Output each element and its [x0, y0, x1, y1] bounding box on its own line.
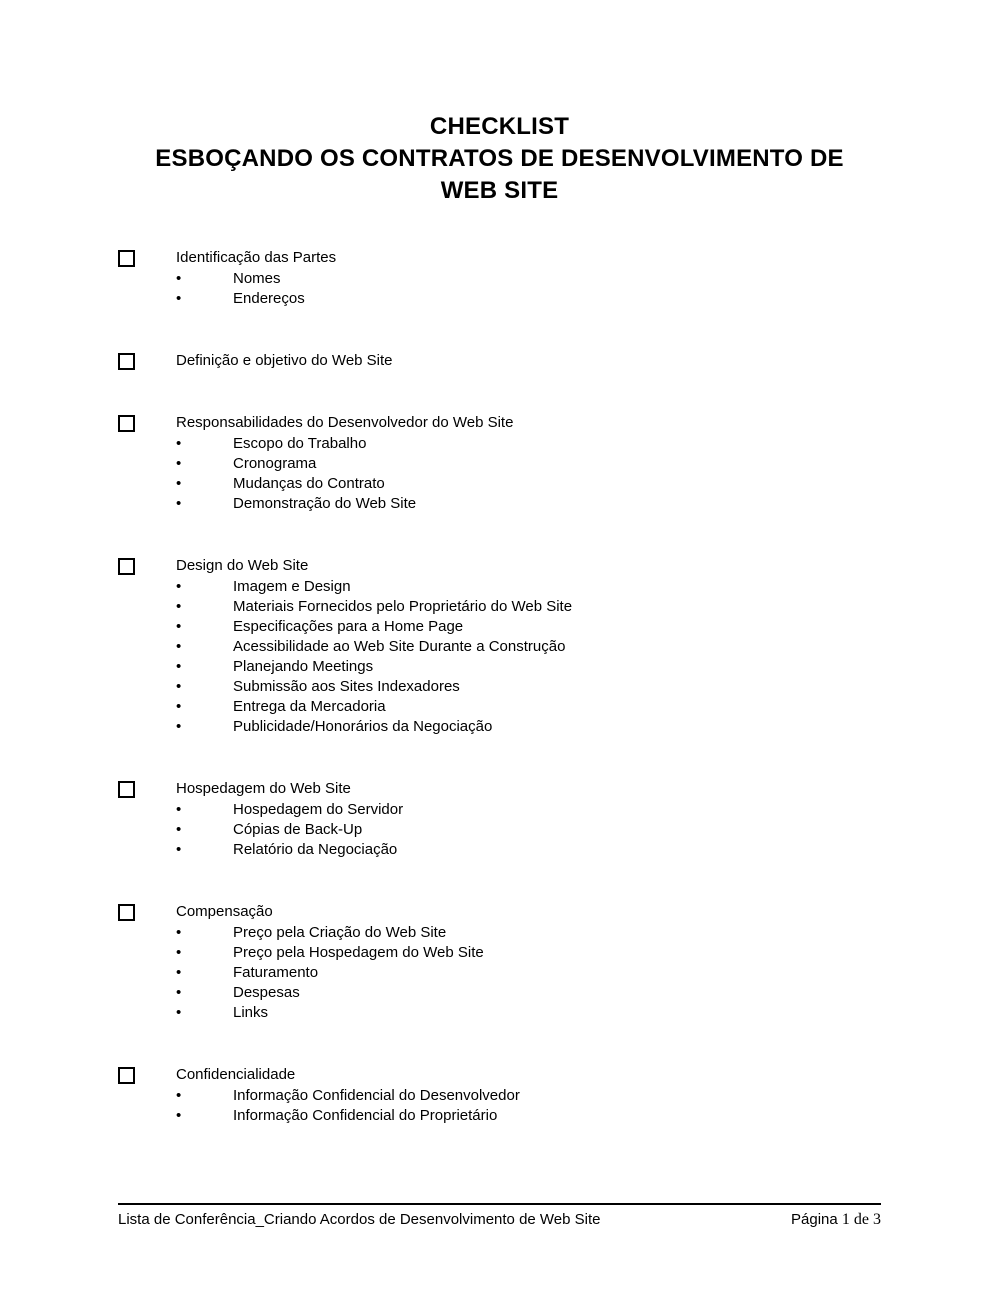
list-item-label: Endereços [233, 290, 305, 307]
list-item [118, 943, 881, 963]
list-item-label: Especificações para a Home Page [233, 618, 464, 635]
title-line-1: CHECKLIST [429, 113, 570, 140]
checkbox-icon [118, 353, 135, 370]
bullet-icon: • [176, 821, 182, 838]
list-item-label: Materiais Fornecidos pelo Proprietário do Web Site [233, 598, 573, 615]
bullet-icon: • [176, 924, 182, 941]
bullet-icon: • [176, 841, 182, 858]
list-item-label: Acessibilidade ao Web Site Durante a Construção [233, 638, 566, 655]
list-item-label: Cronograma [233, 455, 317, 472]
bullet-icon: • [176, 455, 182, 472]
section-items [118, 434, 881, 514]
section-heading [118, 413, 881, 433]
list-item [118, 820, 881, 840]
bullet-icon: • [176, 618, 182, 635]
list-item [118, 983, 881, 1003]
bullet-icon: • [176, 718, 182, 735]
list-item-label: Entrega da Mercadoria [233, 698, 386, 715]
section-label: Responsabilidades do Desenvolvedor do Web Site [176, 414, 514, 431]
section-heading [118, 1065, 881, 1085]
footer-page-label: Página [791, 1211, 842, 1228]
bullet-icon: • [176, 495, 182, 512]
checkbox-icon [118, 904, 135, 921]
section-heading [118, 351, 881, 371]
list-item-label: Informação Confidencial do Desenvolvedor [233, 1087, 520, 1104]
checklist-section-confidencialidade [118, 1065, 881, 1126]
list-item [118, 800, 881, 820]
list-item-label: Submissão aos Sites Indexadores [233, 678, 460, 695]
list-item-label: Relatório da Negociação [233, 841, 398, 858]
list-item-label: Imagem e Design [233, 578, 351, 595]
list-item [118, 717, 881, 737]
footer-page-value: 1 de 3 [841, 1211, 881, 1228]
checkbox-icon [118, 781, 135, 798]
section-items [118, 923, 881, 1023]
list-item [118, 637, 881, 657]
list-item-label: Cópias de Back-Up [233, 821, 363, 838]
bullet-icon: • [176, 475, 182, 492]
title-line-2: ESBOÇANDO OS CONTRATOS DE DESENVOLVIMENTO DE [155, 145, 844, 172]
list-item-label: Links [233, 1004, 269, 1021]
section-heading [118, 556, 881, 576]
list-item [118, 1086, 881, 1106]
list-item [118, 697, 881, 717]
list-item [118, 269, 881, 289]
page-footer [118, 1203, 881, 1230]
section-items [118, 269, 881, 309]
footer-document-title: Lista de Conferência_Criando Acordos de Desenvolvimento de Web Site [118, 1211, 601, 1228]
checkbox-icon [118, 558, 135, 575]
list-item-label: Faturamento [233, 964, 319, 981]
bullet-icon: • [176, 578, 182, 595]
list-item [118, 434, 881, 454]
list-item-label: Informação Confidencial do Proprietário [233, 1107, 498, 1124]
list-item [118, 657, 881, 677]
list-item [118, 677, 881, 697]
list-item [118, 1003, 881, 1023]
bullet-icon: • [176, 270, 182, 287]
checklist-section-hospedagem [118, 779, 881, 860]
list-item-label: Demonstração do Web Site [233, 495, 417, 512]
section-items [118, 1086, 881, 1126]
list-item-label: Hospedagem do Servidor [233, 801, 404, 818]
list-item [118, 289, 881, 309]
bullet-icon: • [176, 944, 182, 961]
list-item [118, 1106, 881, 1126]
bullet-icon: • [176, 638, 182, 655]
bullet-icon: • [176, 1004, 182, 1021]
page-title [118, 111, 881, 207]
bullet-icon: • [176, 984, 182, 1001]
list-item [118, 454, 881, 474]
section-items [118, 800, 881, 860]
list-item-label: Mudanças do Contrato [233, 475, 385, 492]
bullet-icon: • [176, 964, 182, 981]
section-heading [118, 248, 881, 268]
bullet-icon: • [176, 290, 182, 307]
list-item [118, 494, 881, 514]
list-item [118, 474, 881, 494]
list-item [118, 840, 881, 860]
list-item-label: Nomes [233, 270, 281, 287]
title-line-3: WEB SITE [440, 177, 559, 204]
list-item [118, 923, 881, 943]
checkbox-icon [118, 415, 135, 432]
bullet-icon: • [176, 1087, 182, 1104]
list-item-label: Preço pela Criação do Web Site [233, 924, 447, 941]
list-item [118, 963, 881, 983]
section-label: Hospedagem do Web Site [176, 780, 351, 797]
bullet-icon: • [176, 435, 182, 452]
checklist-section-definicao [118, 351, 881, 371]
section-items [118, 577, 881, 737]
list-item-label: Publicidade/Honorários da Negociação [233, 718, 493, 735]
checklist-section-responsabilidades [118, 413, 881, 514]
footer-page-number [791, 1210, 881, 1230]
bullet-icon: • [176, 678, 182, 695]
list-item [118, 577, 881, 597]
checkbox-icon [118, 250, 135, 267]
section-label: Confidencialidade [176, 1066, 296, 1083]
bullet-icon: • [176, 801, 182, 818]
section-label: Design do Web Site [176, 557, 309, 574]
section-heading [118, 779, 881, 799]
list-item [118, 597, 881, 617]
checklist-section-identificacao [118, 248, 881, 309]
bullet-icon: • [176, 658, 182, 675]
list-item-label: Planejando Meetings [233, 658, 374, 675]
checklist-section-design [118, 556, 881, 737]
section-label: Compensação [176, 903, 273, 920]
list-item-label: Despesas [233, 984, 300, 1001]
checkbox-icon [118, 1067, 135, 1084]
section-heading [118, 902, 881, 922]
list-item [118, 617, 881, 637]
bullet-icon: • [176, 698, 182, 715]
bullet-icon: • [176, 598, 182, 615]
section-label: Definição e objetivo do Web Site [176, 352, 393, 369]
list-item-label: Preço pela Hospedagem do Web Site [233, 944, 484, 961]
checklist-section-compensacao [118, 902, 881, 1023]
list-item-label: Escopo do Trabalho [233, 435, 367, 452]
section-label: Identificação das Partes [176, 249, 337, 266]
bullet-icon: • [176, 1107, 182, 1124]
